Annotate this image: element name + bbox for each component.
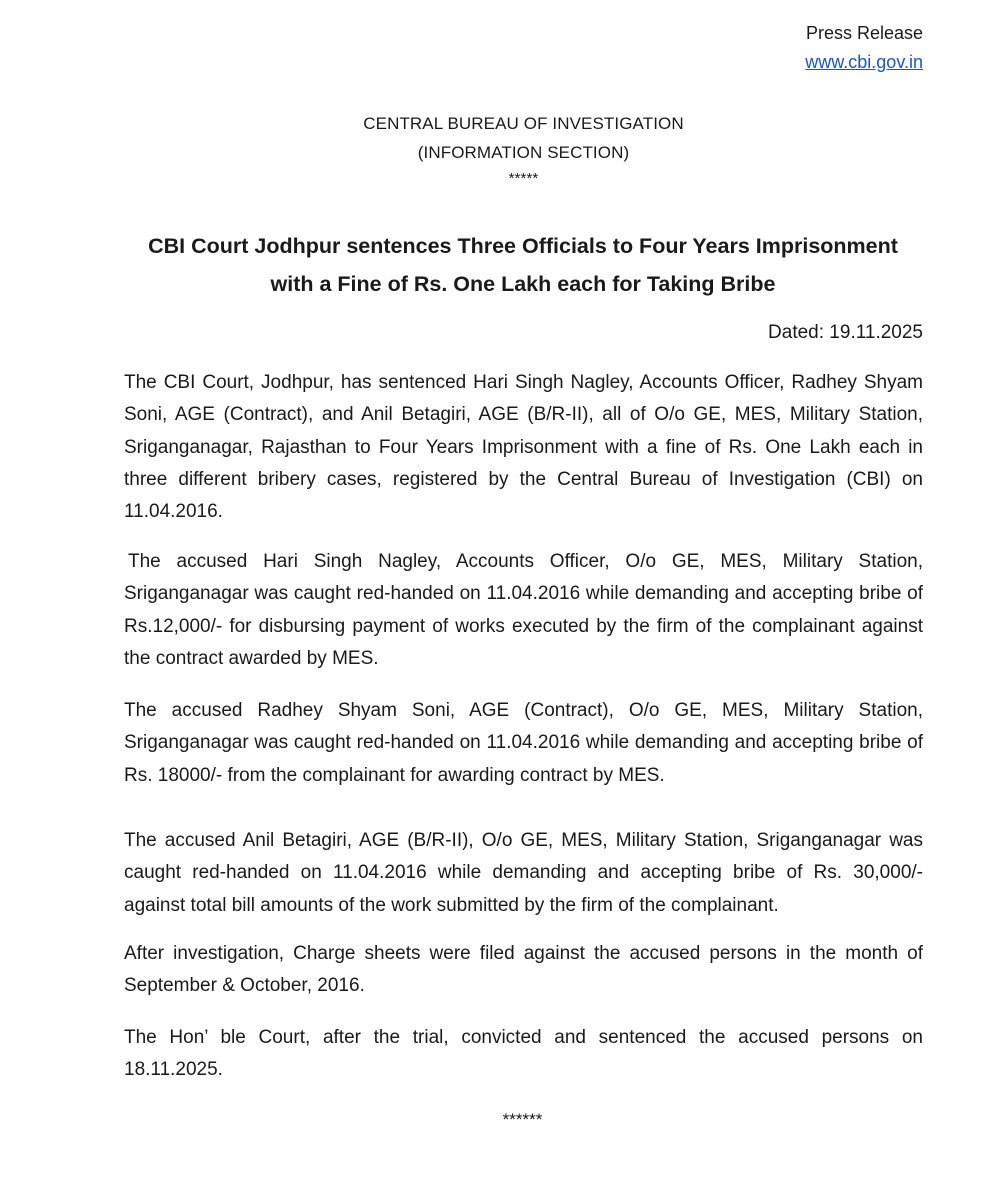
body-paragraph-summary: The CBI Court, Jodhpur, has sentenced Hari Singh Nagley, Accounts Officer, Radhey Shyam Soni, AGE (Contract), and Anil Betagiri, AGE (B/R-II), all of O/o GE, MES, Military Station, Sriganganagar, Rajasthan to Four Years Imprisonment with a fine of Rs. One Lakh each in three different bribery cases, registered by the Central Bureau of Investigation (CBI) on 11.04.2016.: [124, 372, 923, 523]
organization-section: (INFORMATION SECTION): [417, 143, 630, 162]
body-paragraph-chargesheet: After investigation, Charge sheets were filed against the accused persons in the month of September & October, 2016.: [124, 943, 923, 997]
body-paragraph-betagiri: The accused Anil Betagiri, AGE (B/R-II), O/o GE, MES, Military Station, Sriganganagar was caught red-handed on 11.04.2016 while demanding and accepting bribe of Rs. 30,000/- against total bill amounts of the work submitted by the firm of the complainant.: [124, 830, 923, 916]
press-release-headline: CBI Court Jodhpur sentences Three Officials to Four Years Imprisonment with a Fine of Rs. One Lakh each for Taking Bribe: [148, 234, 898, 296]
body-paragraph-soni: The accused Radhey Shyam Soni, AGE (Contract), O/o GE, MES, Military Station, Sriganganagar was caught red-handed on 11.04.2016 while demanding and accepting bribe of Rs. 18000/- from the complainant for awarding contract by MES.: [124, 700, 923, 786]
organization-name: CENTRAL BUREAU OF INVESTIGATION: [363, 114, 684, 133]
footer-separator: ******: [502, 1110, 543, 1129]
press-release-label: Press Release: [805, 23, 923, 43]
body-paragraph-nagley: The accused Hari Singh Nagley, Accounts Officer, O/o GE, MES, Military Station, Sriganganagar was caught red-handed on 11.04.2016 while demanding and accepting bribe of Rs.12,000/- for disbursing payment of works executed by the firm of the complainant against the contract awarded by MES.: [124, 551, 923, 669]
body-paragraph-conviction: The Hon’ ble Court, after the trial, convicted and sentenced the accused persons on 18.11.2025.: [124, 1027, 923, 1081]
release-date: Dated: 19.11.2025: [768, 322, 923, 343]
header-separator: *****: [508, 170, 539, 187]
website-link[interactable]: www.cbi.gov.in: [805, 52, 923, 72]
